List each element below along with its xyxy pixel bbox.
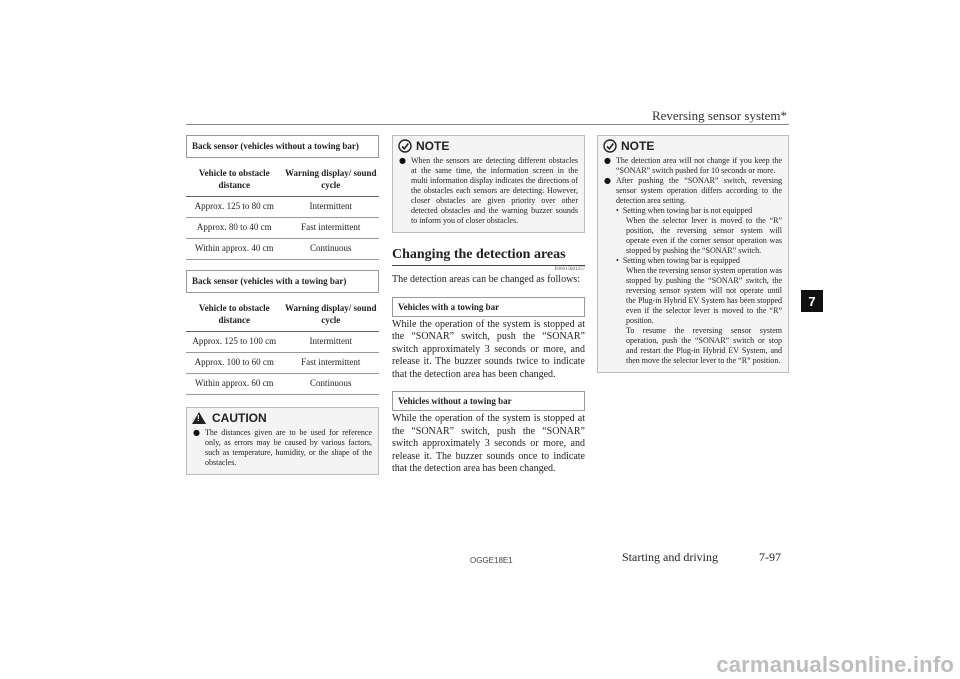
table-cell: Within approx. 60 cm	[186, 374, 283, 395]
note-item: The detection area will not change if you keep the “SONAR” switch pushed for 10 seconds or more.	[615, 156, 782, 175]
running-title: Reversing sensor system*	[651, 108, 787, 123]
table-cell: Approx. 125 to 100 cm	[186, 332, 283, 353]
sub-item-title: Setting when towing bar is not equipped	[622, 206, 753, 215]
bullet-icon: ●	[193, 428, 200, 437]
header-rule	[186, 124, 789, 125]
section-heading: Changing the detection areas	[392, 247, 566, 262]
table-row	[186, 353, 379, 374]
chapter-tab: 7	[801, 290, 823, 312]
distance-table-no-towing-bar	[186, 164, 379, 260]
heading-rule	[392, 265, 585, 266]
note-label: NOTE	[416, 139, 450, 153]
sub-bullet-icon: •	[616, 206, 619, 215]
page-number: 7-97	[759, 550, 781, 564]
column-3	[597, 135, 789, 373]
sub-item-text: When the selector lever is moved to the “R” position, the reversing sensor system will operate even if the corner sensor operation was stopped by pushing the “SONAR” switch.	[626, 216, 782, 255]
watermark: carmanualsonline.info	[716, 652, 954, 677]
footer-section-title: Starting and driving	[622, 550, 718, 564]
table-cell: Approx. 100 to 60 cm	[186, 353, 283, 374]
table-row	[186, 197, 379, 218]
table-cell: Fast intermittent	[283, 353, 380, 374]
note-box	[392, 135, 585, 233]
table-cell: Approx. 125 to 80 cm	[186, 197, 283, 218]
caution-label: CAUTION	[212, 411, 267, 425]
section-title-no-towing-bar: Back sensor (vehicles without a towing bar)	[186, 135, 379, 158]
note-item: After pushing the “SONAR” switch, reversing sensor system operation differs according to the detection area setting.	[615, 176, 782, 205]
table-cell: Intermittent	[283, 332, 380, 353]
document-code: OGGE18E1	[470, 556, 513, 565]
table-cell: Continuous	[283, 374, 380, 395]
sub-bullet-icon: •	[616, 256, 619, 265]
table-cell: Within approx. 40 cm	[186, 239, 283, 260]
table-cell: Continuous	[283, 239, 380, 260]
table-header-distance: Vehicle to obstacle distance	[186, 299, 283, 332]
table-row	[186, 218, 379, 239]
table-cell: Intermittent	[283, 197, 380, 218]
subsection-title-no-towing-bar: Vehicles without a towing bar	[392, 391, 585, 411]
bullet-icon: ●	[399, 156, 406, 165]
sub-item-text: To resume the reversing sensor system operation, push the “SONAR” switch or stop and restart the Plug-in Hybrid EV System, and then move the selector lever to the “R” position.	[626, 326, 782, 365]
sub-item-text: When the reversing sensor system operation was stopped by pushing the “SONAR” switch, the reversing sensor system will not operate until the Plug-in Hybrid EV System has been stopped even if the selector lever is moved to the “R” position.	[626, 266, 782, 325]
note-box	[597, 135, 789, 373]
table-header-warning: Warning display/ sound cycle	[283, 164, 380, 197]
bullet-icon: ●	[604, 176, 611, 185]
column-2	[392, 135, 585, 476]
section-title-towing-bar: Back sensor (vehicles with a towing bar)	[186, 270, 379, 293]
sub-item-title: Setting when towing bar is equipped	[622, 256, 740, 265]
column-1	[186, 135, 379, 475]
caution-text: The distances given are to be used for reference only, as errors may be caused by various factors, such as temperature, humidity, or the shape of the obstacles.	[204, 428, 372, 467]
section-code: E00615801257	[554, 267, 585, 272]
note-label: NOTE	[621, 139, 655, 153]
table-row	[186, 239, 379, 260]
bullet-icon: ●	[604, 156, 611, 165]
table-row	[186, 332, 379, 353]
warning-triangle-icon: !	[192, 412, 206, 424]
no-towing-bar-paragraph: While the operation of the system is stopped at the “SONAR” switch, push the “SONAR” switch approximately 3 seconds or more, and release it. The buzzer sounds once to indicate that the detection area has been changed.	[392, 413, 585, 474]
caution-box	[186, 407, 379, 475]
subsection-title-towing-bar: Vehicles with a towing bar	[392, 297, 585, 317]
towing-bar-paragraph: While the operation of the system is stopped at the “SONAR” switch, push the “SONAR” switch approximately 3 seconds or more, and release it. The buzzer sounds twice to indicate that the detection area has been changed.	[392, 318, 585, 380]
table-row	[186, 374, 379, 395]
intro-paragraph: The detection areas can be changed as follows:	[392, 274, 580, 285]
note-text: When the sensors are detecting different obstacles at the same time, the information screen in the multi information display indicates the directions of the obstacles each sensors are detecting. However, closer obstacles are given priority over other detected obstacles and the warning buzzer sounds to inform you of closer obstacles.	[410, 156, 578, 225]
table-cell: Fast intermittent	[283, 218, 380, 239]
table-header-warning: Warning display/ sound cycle	[283, 299, 380, 332]
note-pencil-icon	[603, 139, 617, 153]
table-cell: Approx. 80 to 40 cm	[186, 218, 283, 239]
distance-table-towing-bar	[186, 299, 379, 395]
table-header-distance: Vehicle to obstacle distance	[186, 164, 283, 197]
note-pencil-icon	[398, 139, 412, 153]
